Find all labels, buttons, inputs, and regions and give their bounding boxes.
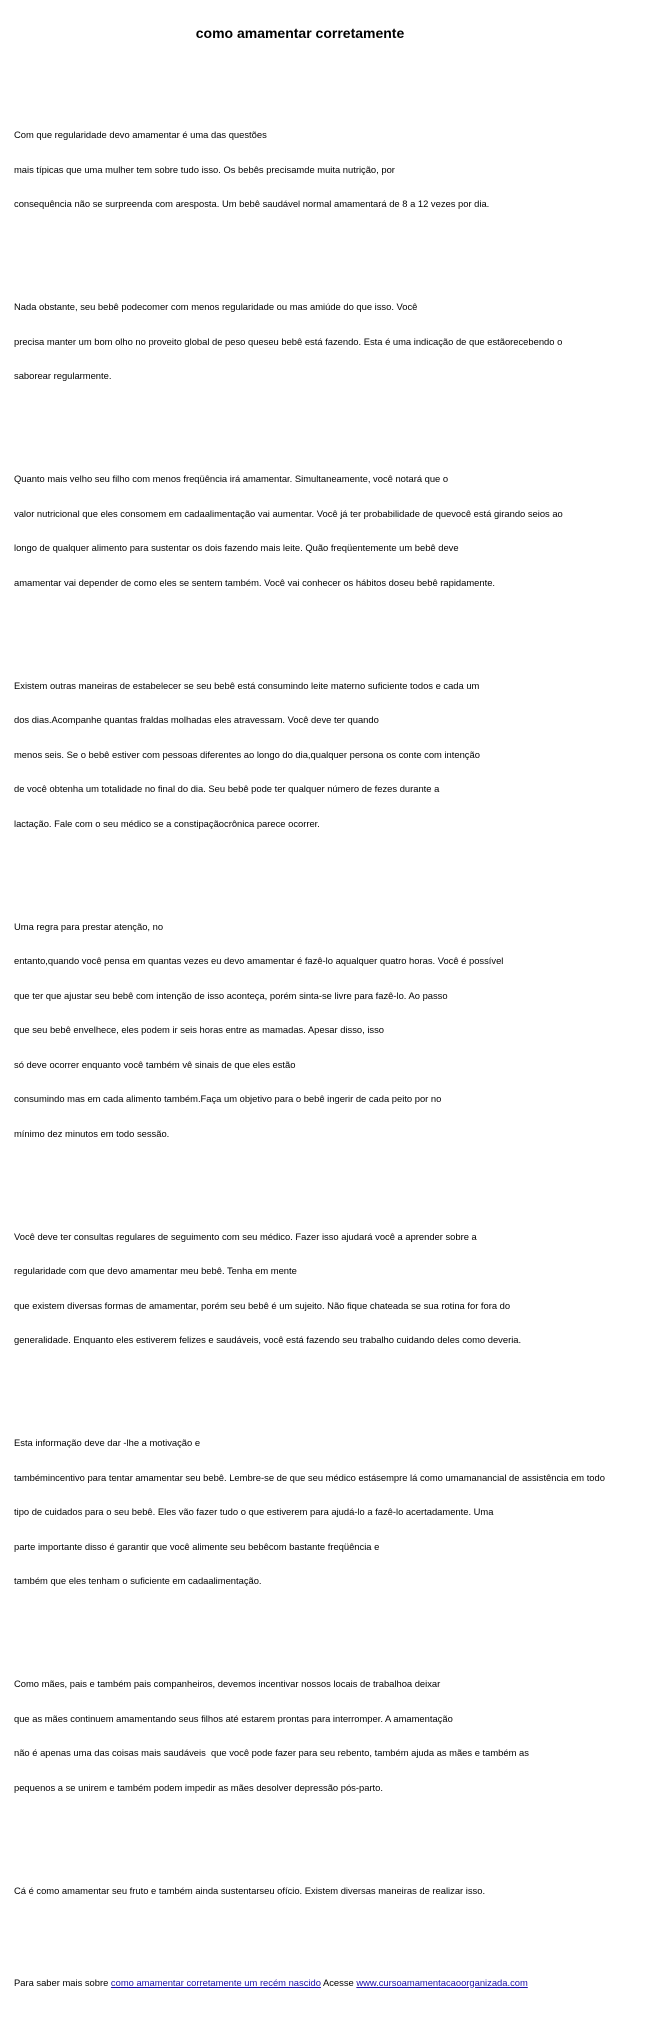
paragraph-line: amamentar vai depender de como eles se sentem também. Você vai conhecer os hábitos doseu bebê rapidamente.	[14, 576, 496, 588]
paragraph-line: pequenos a se unirem e também podem impedir as mães desolver depressão pós-parto.	[14, 1781, 383, 1793]
paragraph-line: que as mães continuem amamentando seus filhos até estarem prontas para interromper. A amamentação	[14, 1712, 453, 1724]
footer-middle: Acesse	[320, 1976, 357, 1988]
paragraph-line: entanto,quando você pensa em quantas vezes eu devo amamentar é fazê-lo aqualquer quatro horas. Você é possível	[14, 955, 504, 966]
paragraph-line: não é apenas uma das coisas mais saudáveis que você pode fazer para seu rebento, também ajuda as mães e também as	[14, 1747, 529, 1758]
paragraph-8	[14, 1655, 654, 1816]
paragraph-line: longo de qualquer alimento para sustentar os dois fazendo mais leite. Quão freqüentemente um bebê deve	[14, 542, 459, 553]
paragraph-line: dos dias.Acompanhe quantas fraldas molhadas eles atravessam. Você deve ter quando	[14, 714, 379, 725]
paragraph-2	[14, 278, 654, 405]
paragraph-line: Você deve ter consultas regulares de seguimento com seu médico. Fazer isso ajudará você a aprender sobre a	[14, 1230, 477, 1242]
paragraph-line: Cá é como amamentar seu fruto e também ainda sustentarseu ofício. Existem diversas maneiras de realizar isso.	[14, 1884, 486, 1896]
paragraph-line: mais típicas que uma mulher tem sobre tudo isso. Os bebês precisamde muita nutrição, por	[14, 163, 395, 175]
footer-line	[14, 1977, 654, 1989]
paragraph-line: generalidade. Enquanto eles estiverem felizes e saudáveis, você está fazendo seu trabalho cuidando deles como deveria.	[14, 1334, 522, 1345]
paragraph-line: mínimo dez minutos em todo sessão.	[14, 1127, 170, 1139]
paragraph-line: precisa manter um bom olho no proveito global de peso queseu bebê está fazendo. Esta é uma indicação de que estãorecebendo o	[14, 335, 563, 347]
footer-prefix: Para saber mais sobre	[14, 1976, 111, 1988]
paragraph-line: menos seis. Se o bebê estiver com pessoas diferentes ao longo do dia,qualquer persona os conte com intenção	[14, 748, 480, 760]
paragraph-line: Uma regra para prestar atenção, no	[14, 920, 164, 932]
paragraph-line: consequência não se surpreenda com aresposta. Um bebê saudável normal amamentará de 8 a 12 vezes por dia.	[14, 198, 490, 209]
paragraph-line: que seu bebê envelhece, eles podem ir seis horas entre as mamadas. Apesar disso, isso	[14, 1024, 385, 1035]
course-topic-link[interactable]: como amamentar corretamente um recém nascido	[110, 1976, 321, 1988]
paragraph-5	[14, 898, 654, 1163]
paragraph-line: regularidade com que devo amamentar meu bebê. Tenha em mente	[14, 1265, 297, 1276]
paragraph-line: valor nutricional que eles consomem em cadaalimentação vai aumentar. Você já ter probabilidade de quevocê está girando seios ao	[14, 507, 563, 519]
paragraph-line: Com que regularidade devo amamentar é uma das questões	[14, 129, 267, 140]
paragraph-line: consumindo mas em cada alimento também.Faça um objetivo para o bebê ingerir de cada peito por no	[14, 1093, 442, 1104]
paragraph-line: Como mães, pais e também pais companheiros, devemos incentivar nossos locais de trabalhoa deixar	[14, 1678, 441, 1689]
paragraph-line: Nada obstante, seu bebê podecomer com menos regularidade ou mas amiúde do que isso. Você	[14, 301, 418, 312]
paragraph-line: parte importante disso é garantir que você alimente seu bebêcom bastante freqüência e	[14, 1540, 380, 1552]
paragraph-line: só deve ocorrer enquanto você também vê sinais de que eles estão	[14, 1058, 296, 1070]
paragraph-line: que ter que ajustar seu bebê com intenção de isso aconteça, porém sinta-se livre para fazê-lo. Ao passo	[14, 989, 448, 1001]
paragraph-line: Existem outras maneiras de estabelecer se seu bebê está consumindo leite materno suficiente todos e cada um	[14, 679, 480, 691]
paragraph-1	[14, 106, 654, 233]
course-website-link[interactable]: www.cursoamamentacaoorganizada.com	[356, 1976, 528, 1988]
paragraph-3	[14, 450, 654, 611]
paragraph-line: de você obtenha um totalidade no final do dia. Seu bebê pode ter qualquer número de fezes durante a	[14, 783, 440, 794]
paragraph-line: saborear regularmente.	[14, 370, 112, 381]
paragraph-line: tambémincentivo para tentar amamentar seu bebê. Lembre-se de que seu médico estásempre lá como umamanancial de assistência em todo	[14, 1471, 605, 1483]
document-title: como amamentar corretamente	[195, 25, 405, 41]
paragraph-line: Esta informação deve dar -lhe a motivação e	[14, 1437, 201, 1448]
document-body	[14, 83, 654, 2022]
paragraph-4	[14, 657, 654, 853]
paragraph-7	[14, 1414, 654, 1610]
paragraph-6	[14, 1208, 654, 1369]
paragraph-line: Quanto mais velho seu filho com menos freqüência irá amamentar. Simultaneamente, você notará que o	[14, 473, 449, 484]
paragraph-line: também que eles tenham o suficiente em cadaalimentação.	[14, 1575, 262, 1586]
paragraph-9	[14, 1862, 654, 1920]
paragraph-line: que existem diversas formas de amamentar, porém seu bebê é um sujeito. Não fique chateada se sua rotina for fora do	[14, 1299, 511, 1311]
paragraph-line: lactação. Fale com o seu médico se a constipaçãocrônica parece ocorrer.	[14, 817, 320, 829]
paragraph-line: tipo de cuidados para o seu bebê. Eles vão fazer tudo o que estiverem para ajudá-lo a fazê-lo acertadamente. Uma	[14, 1506, 494, 1517]
